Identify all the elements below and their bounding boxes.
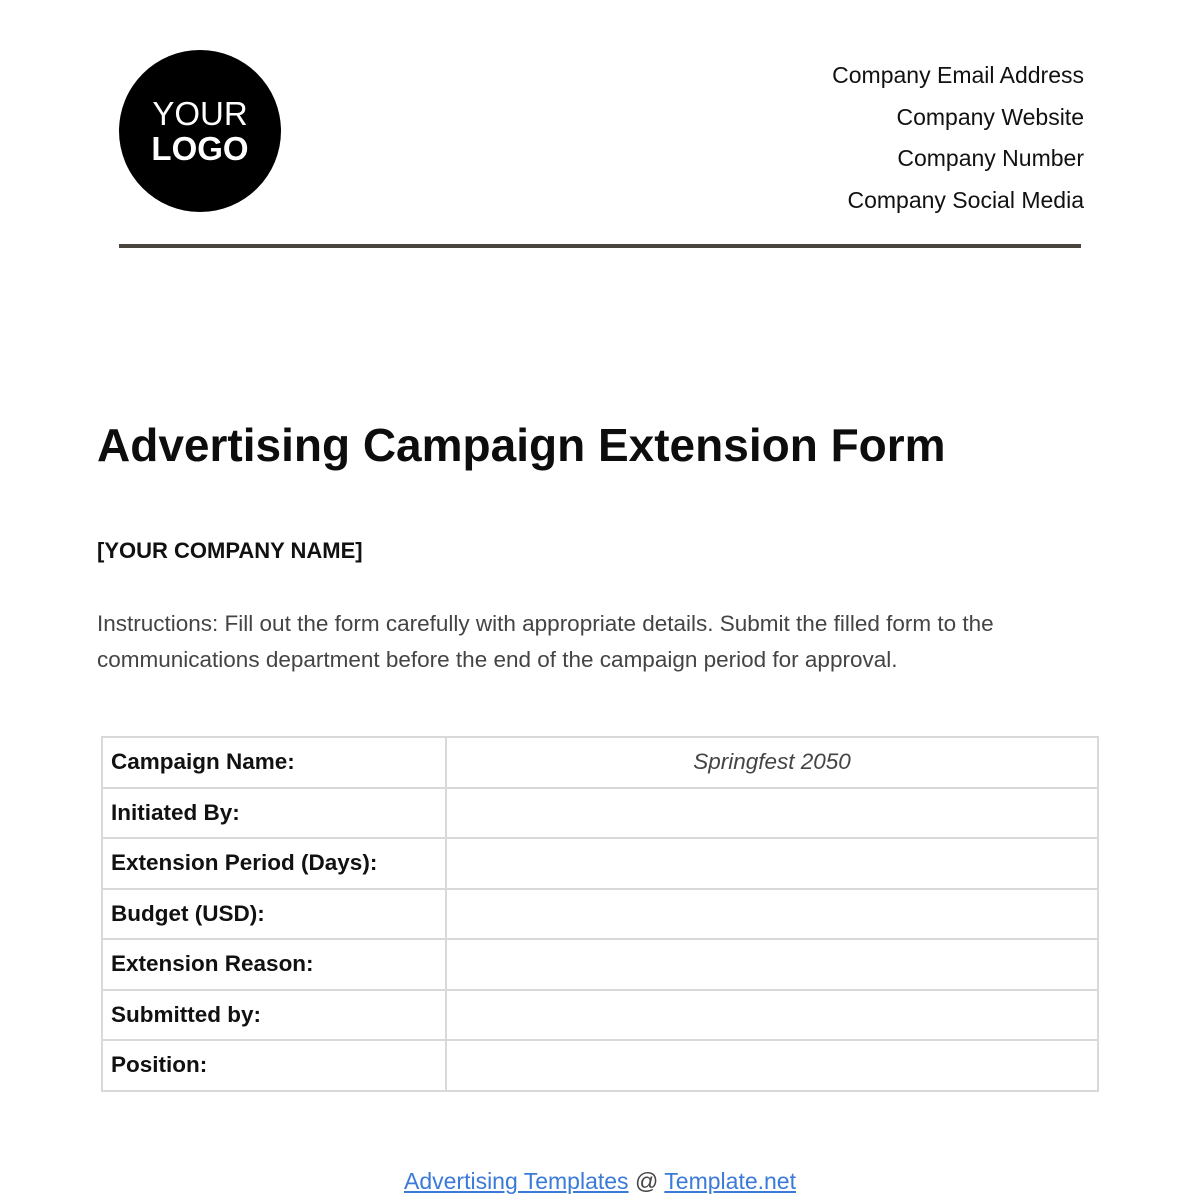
company-social-media: Company Social Media — [847, 186, 1084, 213]
campaign-name-field[interactable]: Springfest 2050 — [446, 737, 1098, 788]
logo-text-bottom: LOGO — [151, 130, 249, 167]
extension-reason-label: Extension Reason: — [102, 939, 446, 990]
company-logo — [119, 50, 281, 212]
company-website: Company Website — [896, 103, 1084, 130]
extension-reason-field[interactable] — [446, 939, 1098, 990]
company-email: Company Email Address — [832, 62, 1084, 88]
initiated-by-label: Initiated By: — [102, 788, 446, 839]
form-row-campaign-name — [102, 737, 1098, 788]
logo-text-top: YOUR — [152, 95, 248, 132]
extension-form-table — [101, 736, 1099, 1092]
company-number: Company Number — [897, 145, 1084, 171]
submitted-by-field[interactable] — [446, 990, 1098, 1041]
company-contact-block — [832, 55, 1084, 221]
position-label: Position: — [102, 1040, 446, 1091]
form-row-initiated-by — [102, 788, 1098, 839]
form-row-extension-period — [102, 838, 1098, 889]
initiated-by-field[interactable] — [446, 788, 1098, 839]
form-row-budget — [102, 889, 1098, 940]
form-row-extension-reason — [102, 939, 1098, 990]
footer-separator: @ — [634, 1168, 659, 1194]
extension-period-label: Extension Period (Days): — [102, 838, 446, 889]
document-title: Advertising Campaign Extension Form — [97, 419, 946, 471]
header-divider — [119, 244, 1081, 248]
instructions-text: Instructions: Fill out the form carefully with appropriate details. Submit the filled form to the communications department before the end of the campaign period for approval. — [97, 611, 994, 672]
extension-period-field[interactable] — [446, 838, 1098, 889]
budget-field[interactable] — [446, 889, 1098, 940]
form-row-submitted-by — [102, 990, 1098, 1041]
company-name: [YOUR COMPANY NAME] — [97, 538, 363, 563]
advertising-templates-link[interactable]: Advertising Templates — [403, 1168, 629, 1194]
template-net-link[interactable]: Template.net — [664, 1168, 796, 1194]
form-row-position — [102, 1040, 1098, 1091]
campaign-name-label: Campaign Name: — [102, 737, 446, 788]
submitted-by-label: Submitted by: — [102, 990, 446, 1041]
position-field[interactable] — [446, 1040, 1098, 1091]
budget-label: Budget (USD): — [102, 889, 446, 940]
footer-credit — [0, 1168, 1200, 1195]
